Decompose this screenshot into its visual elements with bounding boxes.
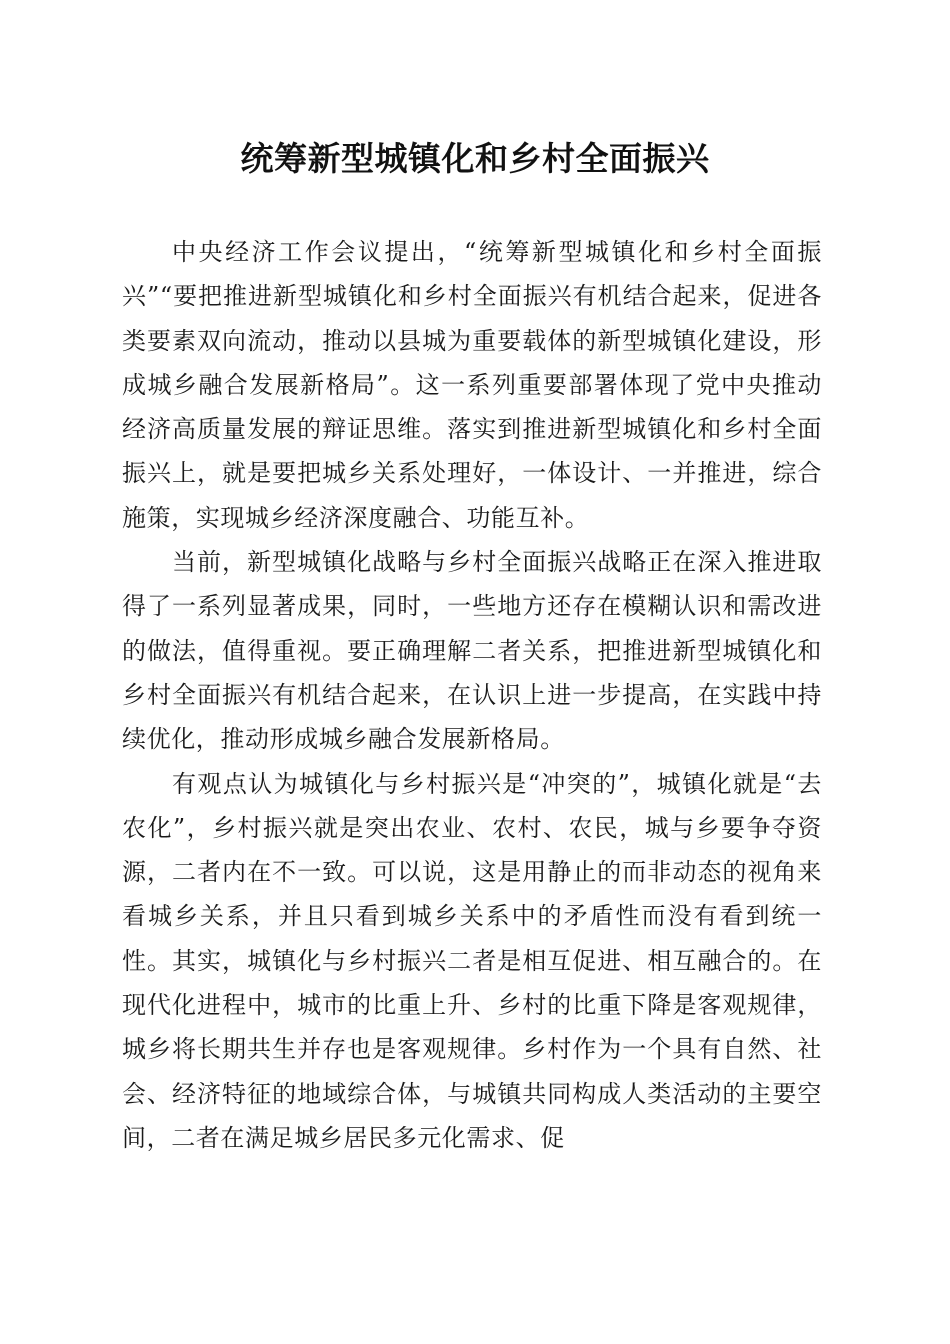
document-body xyxy=(122,230,822,1160)
paragraph-1: 中央经济工作会议提出，“统筹新型城镇化和乡村全面振兴”“要把推进新型城镇化和乡村全面振兴有机结合起来，促进各类要素双向流动，推动以县城为重要载体的新型城镇化建设，形成城乡融合发展新格局”。这一系列重要部署体现了党中央推动经济高质量发展的辩证思维。落实到推进新型城镇化和乡村全面振兴上，就是要把城乡关系处理好，一体设计、一并推进，综合施策，实现城乡经济深度融合、功能互补。 xyxy=(122,238,822,532)
document-title: 统筹新型城镇化和乡村全面振兴 xyxy=(240,139,710,178)
paragraph-3: 有观点认为城镇化与乡村振兴是“冲突的”，城镇化就是“去农化”，乡村振兴就是突出农业、农村、农民，城与乡要争夺资源，二者内在不一致。可以说，这是用静止的而非动态的视角来看城乡关系，并且只看到城乡关系中的矛盾性而没有看到统一性。其实，城镇化与乡村振兴二者是相互促进、相互融合的。在现代化进程中，城市的比重上升、乡村的比重下降是客观规律，城乡将长期共生并存也是客观规律。乡村作为一个具有自然、社会、经济特征的地域综合体，与城镇共同构成人类活动的主要空间，二者在满足城乡居民多元化需求、促 xyxy=(122,769,822,1152)
paragraph-2: 当前，新型城镇化战略与乡村全面振兴战略正在深入推进取得了一系列显著成果，同时，一些地方还存在模糊认识和需改进的做法，值得重视。要正确理解二者关系，把推进新型城镇化和乡村全面振兴有机结合起来，在认识上进一步提高，在实践中持续优化，推动形成城乡融合发展新格局。 xyxy=(122,548,822,754)
